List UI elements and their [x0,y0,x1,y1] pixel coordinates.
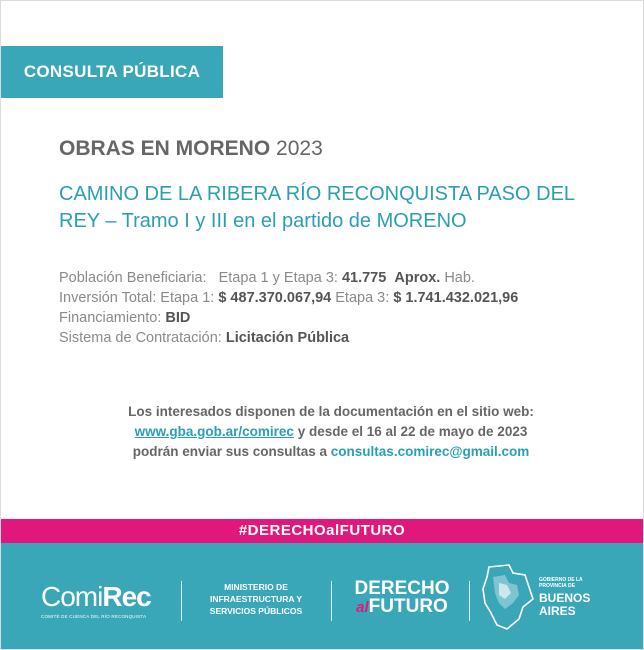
comirec-subtitle: COMITÉ DE CUENCA DEL RÍO RECONQUISTA [41,614,147,619]
info-line1: Los interesados disponen de la documentación en el sitio web: [128,404,534,419]
ba-text [539,577,590,618]
poblacion-etapas: Etapa 1 y Etapa 3: [218,270,338,286]
poblacion-unit: Hab. [444,270,475,286]
derecho-al: al [356,599,369,616]
divider [331,581,332,621]
etapa3-value: $ 1.741.432.021,96 [393,290,519,306]
financiamiento-value: BID [165,310,191,326]
ba-big2: AIRES [539,604,576,618]
financiamiento-row [59,308,518,328]
ministerio-line3: SERVICIOS PÚBLICOS [209,606,303,616]
date-range-text: y desde el 16 al 22 de mayo de 2023 [293,424,528,439]
ministerio-logo [196,581,316,617]
ba-small2: PROVINCIA DE [539,583,575,589]
info-line3 [91,442,571,462]
website-link[interactable]: www.gba.gob.ar/comirec [134,424,294,439]
ministerio-line1: MINISTERIO DE [224,582,288,592]
poblacion-label: Población Beneficiaria: [59,270,207,286]
ministerio-line2: INFRAESTRUCTURA Y [209,594,303,604]
page-title [59,137,323,161]
project-details [59,268,518,348]
etapa1-value: $ 487.370.067,94 [218,290,332,306]
poblacion-value: 41.775 [341,270,387,286]
title-bold: OBRAS EN MORENO [59,137,271,160]
consultas-text: podrán enviar sus consultas a [132,444,331,459]
buenos-aires-logo [479,563,619,633]
footer-logos [1,543,643,649]
derecho-al-futuro-logo [343,580,461,617]
info-line2 [91,422,571,442]
divider [469,581,470,621]
poblacion-row [59,268,518,288]
comirec-light: Comi [41,581,103,612]
title-year: 2023 [276,137,323,160]
divider [181,581,182,621]
info-text [91,402,571,462]
inversion-label: Inversión Total: [59,290,157,306]
etapa3-label: Etapa 3: [335,290,390,306]
ba-small1: GOBIERNO DE LA [539,577,583,583]
derecho-line2: FUTURO [368,596,448,617]
financiamiento-label: Financiamiento: [59,310,162,326]
ba-big1: BUENOS [539,591,591,605]
sistema-label: Sistema de Contratación: [59,330,222,346]
etapa1-label: Etapa 1: [160,290,215,306]
sistema-row [59,328,518,348]
comirec-bold: Rec [102,581,151,612]
inversion-row [59,288,518,308]
comirec-logo [41,581,151,619]
sistema-value: Licitación Pública [225,330,350,346]
poblacion-aprox: Aprox. [394,270,441,286]
email-link[interactable]: consultas.comirec@gmail.com [330,444,530,459]
consulta-publica-tag: CONSULTA PÚBLICA [1,46,223,98]
project-subtitle: CAMINO DE LA RIBERA RÍO RECONQUISTA PASO DEL REY – Tramo I y III en el partido de MORENO [59,183,575,232]
derecho-line1: DERECHO [354,578,450,599]
province-map-icon [479,563,535,633]
hashtag-banner: #DERECHOalFUTURO [1,519,643,543]
